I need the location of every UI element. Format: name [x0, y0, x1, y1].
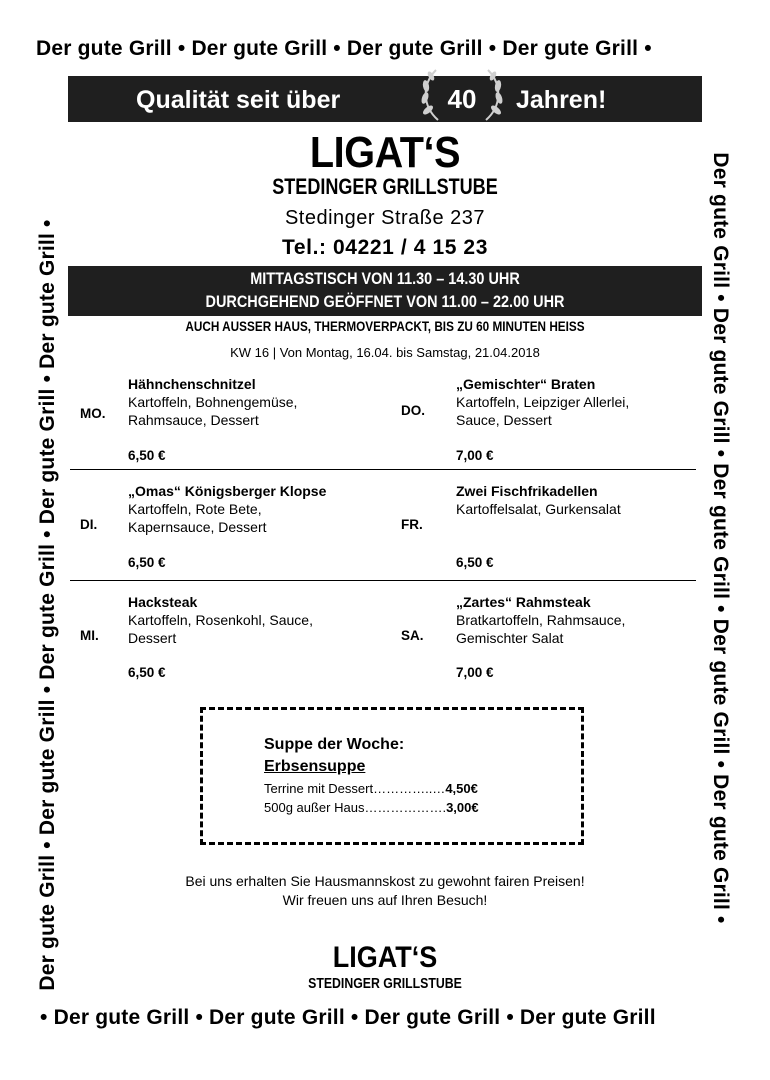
soup-option-label: Terrine mit Dessert…………..… — [264, 781, 446, 796]
dish-description: Rahmsauce, Dessert — [128, 412, 259, 428]
soup-of-week-box — [200, 707, 584, 845]
dish-description: Kartoffeln, Leipziger Allerlei, — [456, 394, 630, 410]
row-divider — [70, 469, 696, 470]
dish-name: „Omas“ Königsberger Klopse — [128, 483, 327, 499]
day-label-do: DO. — [401, 403, 426, 418]
takeaway-note: AUCH AUSSER HAUS, THERMOVERPACKT, BIS ZU 60 MINUTEN HEISS — [185, 318, 585, 334]
soup-price-takeaway — [264, 800, 479, 815]
menu-item-mo — [128, 375, 368, 429]
soup-title: Suppe der Woche: — [264, 736, 405, 753]
soup-name: Erbsensuppe — [264, 758, 366, 775]
dish-name: „Gemischter“ Braten — [456, 376, 596, 392]
address: Stedinger Straße 237 — [284, 207, 486, 229]
week-range: KW 16 | Von Montag, 16.04. bis Samstag, 21.04.2018 — [230, 345, 540, 360]
price-fr: 6,50 € — [456, 555, 494, 570]
day-label-fr: FR. — [401, 517, 423, 532]
phone-number: Tel.: 04221 / 4 15 23 — [281, 236, 488, 259]
dish-description: Kartoffeln, Rosenkohl, Sauce, — [128, 612, 313, 628]
dish-description: Kartoffeln, Bohnengemüse, — [128, 394, 298, 410]
day-label-mi: MI. — [80, 628, 99, 643]
quality-text-suffix: Jahren! — [516, 86, 607, 114]
dish-description: Gemischter Salat — [456, 630, 564, 646]
price-sa: 7,00 € — [456, 665, 494, 680]
closing-text: Bei uns erhalten Sie Hausmannskost zu gewohnt fairen Preisen! — [185, 873, 585, 889]
soup-option-price: 3,00€ — [446, 800, 479, 815]
price-di: 6,50 € — [128, 555, 166, 570]
menu-item-mi — [128, 593, 368, 647]
border-text-top: Der gute Grill • Der gute Grill • Der gute Grill • Der gute Grill • — [36, 37, 652, 60]
dish-name: Hähnchenschnitzel — [128, 376, 256, 392]
soup-price-terrine — [264, 781, 478, 796]
border-text-right: Der gute Grill • Der gute Grill • Der gute Grill • Der gute Grill • Der gute Grill • — [709, 152, 732, 924]
dish-name: „Zartes“ Rahmsteak — [456, 594, 591, 610]
dish-description: Bratkartoffeln, Rahmsauce, — [456, 612, 626, 628]
day-label-mo: MO. — [80, 406, 106, 421]
price-mi: 6,50 € — [128, 665, 166, 680]
hours-banner — [68, 266, 702, 316]
soup-option-price: 4,50€ — [445, 781, 478, 796]
day-label-di: DI. — [80, 517, 98, 532]
menu-item-do — [456, 375, 696, 429]
menu-item-fr — [456, 482, 696, 518]
laurel-wreath-icon — [412, 64, 512, 128]
footer-brand-name: LIGAT‘S — [332, 941, 438, 974]
border-text-left: Der gute Grill • Der gute Grill • Der gute Grill • Der gute Grill • Der gute Grill • — [36, 219, 59, 991]
dish-description: Kartoffelsalat, Gurkensalat — [456, 501, 621, 517]
price-do: 7,00 € — [456, 448, 494, 463]
day-label-sa: SA. — [401, 628, 424, 643]
brand-name: LIGAT‘S — [309, 128, 461, 177]
dish-description: Kartoffeln, Rote Bete, — [128, 501, 262, 517]
dish-description: Sauce, Dessert — [456, 412, 552, 428]
footer-brand-subtitle: STEDINGER GRILLSTUBE — [308, 975, 462, 992]
lunch-hours: MITTAGSTISCH VON 11.30 – 14.30 UHR — [250, 269, 520, 288]
dish-description: Dessert — [128, 630, 177, 646]
border-text-bottom: • Der gute Grill • Der gute Grill • Der gute Grill • Der gute Grill — [40, 1006, 656, 1029]
row-divider — [70, 580, 696, 581]
dish-description: Kapernsauce, Dessert — [128, 519, 267, 535]
dish-name: Hacksteak — [128, 594, 198, 610]
quality-banner — [68, 76, 702, 122]
dish-name: Zwei Fischfrikadellen — [456, 483, 598, 499]
soup-option-label: 500g außer Haus………………. — [264, 800, 447, 815]
brand-subtitle: STEDINGER GRILLSTUBE — [272, 174, 498, 199]
closing-text: Wir freuen uns auf Ihren Besuch! — [282, 892, 488, 908]
menu-item-di — [128, 482, 368, 536]
opening-hours: DURCHGEHEND GEÖFFNET VON 11.00 – 22.00 UHR — [205, 292, 565, 311]
quality-text: Qualität seit über — [136, 86, 341, 114]
price-mo: 6,50 € — [128, 448, 166, 463]
menu-item-sa — [456, 593, 696, 647]
badge-number: 40 — [447, 84, 477, 114]
